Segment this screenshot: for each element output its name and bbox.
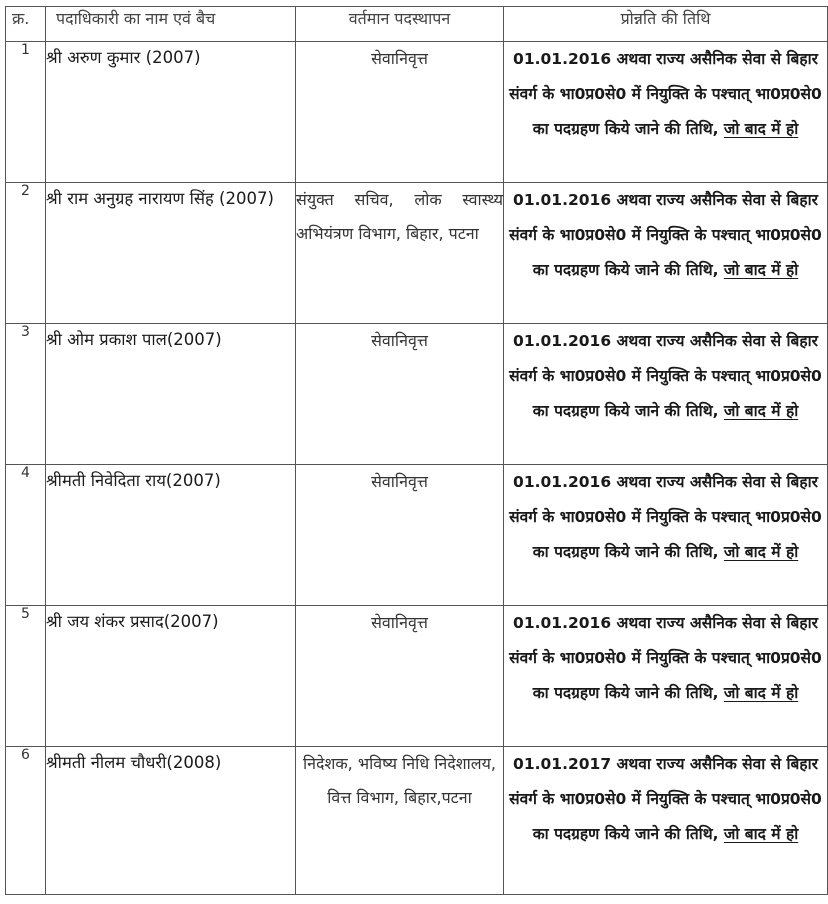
header-officer-name: पदाधिकारी का नाम एवं बैच xyxy=(46,7,296,42)
promotion-date xyxy=(504,747,828,895)
promotion-date-condition: जो बाद में हो xyxy=(723,543,799,561)
promotion-date-text: 01.01.2016 अथवा राज्य असैनिक सेवा से बिहार संवर्ग के भा0प्र0से0 में नियुक्ति के पश्चात् भा0प्र0से0 का पदग्रहण किये जाने की तिथि, xyxy=(509,50,822,138)
current-posting: सेवानिवृत्त xyxy=(296,606,504,747)
current-posting: सेवानिवृत्त xyxy=(296,465,504,606)
promotion-date xyxy=(504,183,828,324)
officer-name: श्री अरुण कुमार (2007) xyxy=(46,42,296,183)
serial-number: 6 xyxy=(6,747,46,895)
promotion-date-text: 01.01.2017 अथवा राज्य असैनिक सेवा से बिहार संवर्ग के भा0प्र0से0 में नियुक्ति के पश्चात् भा0प्र0से0 का पदग्रहण किये जाने की तिथि, xyxy=(509,755,822,843)
serial-number: 1 xyxy=(6,42,46,183)
table-row xyxy=(6,606,828,747)
officer-name: श्री राम अनुग्रह नारायण सिंह (2007) xyxy=(46,183,296,324)
current-posting: सेवानिवृत्त xyxy=(296,324,504,465)
promotion-date-text: 01.01.2016 अथवा राज्य असैनिक सेवा से बिहार संवर्ग के भा0प्र0से0 में नियुक्ति के पश्चात् भा0प्र0से0 का पदग्रहण किये जाने की तिथि, xyxy=(509,473,822,561)
promotion-date xyxy=(504,465,828,606)
promotion-date-text: 01.01.2016 अथवा राज्य असैनिक सेवा से बिहार संवर्ग के भा0प्र0से0 में नियुक्ति के पश्चात् भा0प्र0से0 का पदग्रहण किये जाने की तिथि, xyxy=(509,332,822,420)
table-row xyxy=(6,465,828,606)
header-promotion-date: प्रोन्नति की तिथि xyxy=(504,7,828,42)
promotion-date xyxy=(504,606,828,747)
serial-number: 5 xyxy=(6,606,46,747)
promotion-date-condition: जो बाद में हो xyxy=(723,684,799,702)
header-serial-number: क्र. xyxy=(6,7,46,42)
promotion-date-text: 01.01.2016 अथवा राज्य असैनिक सेवा से बिहार संवर्ग के भा0प्र0से0 में नियुक्ति के पश्चात् भा0प्र0से0 का पदग्रहण किये जाने की तिथि, xyxy=(509,614,822,702)
header-current-posting: वर्तमान पदस्थापन xyxy=(296,7,504,42)
current-posting: निदेशक, भविष्य निधि निदेशालय, वित्त विभाग, बिहार,पटना xyxy=(296,747,504,895)
promotion-date-condition: जो बाद में हो xyxy=(723,120,799,138)
promotion-date xyxy=(504,42,828,183)
promotion-date-text: 01.01.2016 अथवा राज्य असैनिक सेवा से बिहार संवर्ग के भा0प्र0से0 में नियुक्ति के पश्चात् भा0प्र0से0 का पदग्रहण किये जाने की तिथि, xyxy=(509,191,822,279)
promotion-date-condition: जो बाद में हो xyxy=(723,261,799,279)
table-row xyxy=(6,183,828,324)
officer-name: श्रीमती निवेदिता राय(2007) xyxy=(46,465,296,606)
table-row xyxy=(6,42,828,183)
table-header-row xyxy=(6,7,828,42)
promotion-date xyxy=(504,324,828,465)
officer-name: श्री जय शंकर प्रसाद(2007) xyxy=(46,606,296,747)
table-row xyxy=(6,324,828,465)
officer-name: श्री ओम प्रकाश पाल(2007) xyxy=(46,324,296,465)
promotion-date-condition: जो बाद में हो xyxy=(723,402,799,420)
serial-number: 2 xyxy=(6,183,46,324)
officer-name: श्रीमती नीलम चौधरी(2008) xyxy=(46,747,296,895)
serial-number: 3 xyxy=(6,324,46,465)
current-posting: सेवानिवृत्त xyxy=(296,42,504,183)
promotion-date-condition: जो बाद में हो xyxy=(723,825,799,843)
current-posting: संयुक्त सचिव, लोक स्वास्थ्य अभियंत्रण विभाग, बिहार, पटना xyxy=(296,183,504,324)
table-row xyxy=(6,747,828,895)
serial-number: 4 xyxy=(6,465,46,606)
promotion-table xyxy=(5,6,828,895)
